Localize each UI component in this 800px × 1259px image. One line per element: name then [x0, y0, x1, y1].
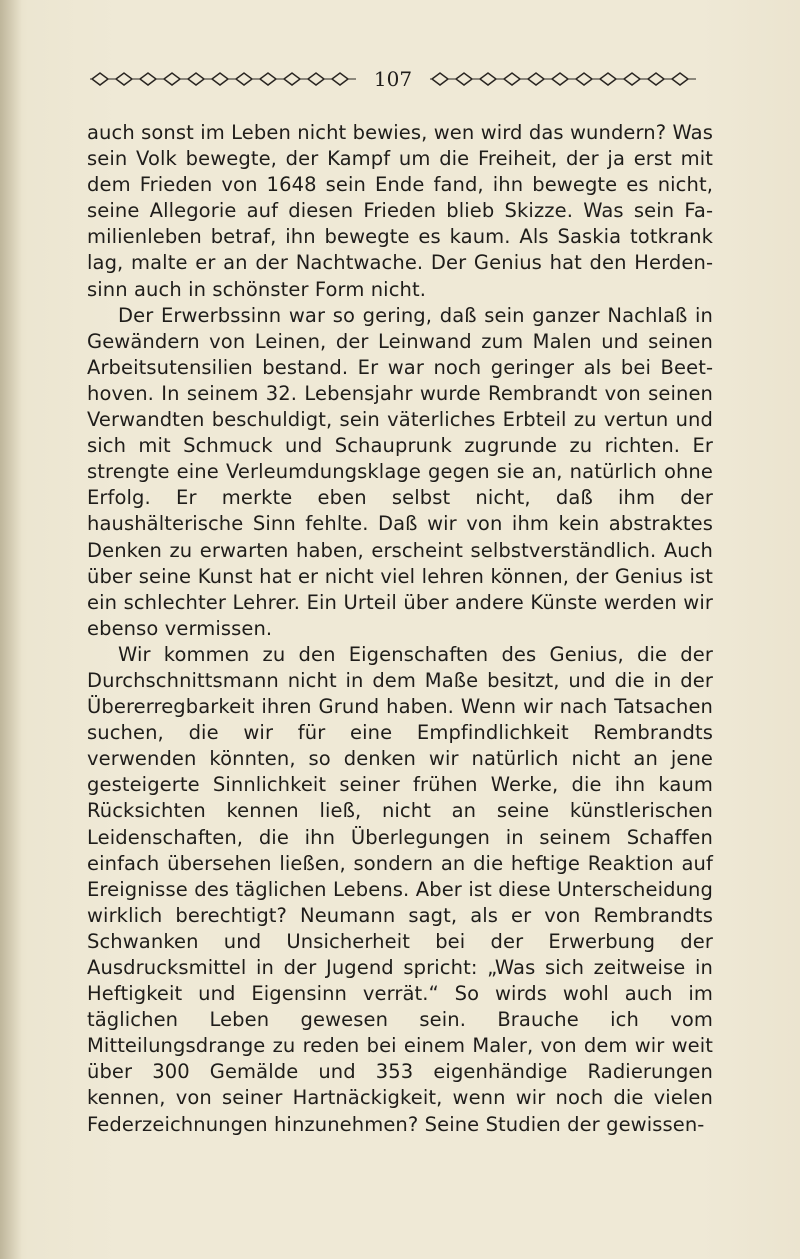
ornament-diamond [624, 73, 640, 85]
ornament-diamond [260, 73, 276, 85]
ornament-diamond [672, 73, 688, 85]
body-text [87, 120, 713, 1138]
page-number: 107 [373, 67, 413, 91]
paragraph-3: Wir kommen zu den Eigenschaften des Genius, die der Durchschnittsmann nicht in dem Maße besitzt, und die in der Übererregbarkeit ihren Grund haben. Wenn wir nach Tatsachen suchen, die wir für eine Empfindlichkeit Rembrandts verwenden könnten, so denken wir natürlich nicht an jene gesteigerte Sinnlichkeit seiner frühen Werke, die ihn kaum Rücksichten kennen ließ, nicht an seine künstlerischen Leidenschaften, die ihn Überlegungen in seinem Schaffen einfach übersehen ließen, sondern an die heftige Reaktion auf Ereignisse des täglichen Lebens. Aber ist diese Unterscheidung wirklich berechtigt? Neumann sagt, als er von Rembrandts Schwanken und Unsicherheit bei der Erwerbung der Ausdrucksmittel in der Jugend spricht: „Was sich zeitweise in Heftigkeit und Eigensinn verrät.“ So wirds wohl auch im täglichen Leben gewesen sein. Brauche ich vom Mitteilungsdrange zu reden bei einem Maler, von dem wir weit über 300 Gemälde und 353 eigenhändige Radierungen kennen, von seiner Hartnäckigkeit, wenn wir noch die vielen Federzeichnungen hinzunehmen? Seine Studien der gewissen- [87, 642, 713, 1136]
ornament-diamond [140, 73, 156, 85]
ornament-diamond [504, 73, 520, 85]
ornament-diamond [600, 73, 616, 85]
ornament-diamond [552, 73, 568, 85]
ornament-diamond [528, 73, 544, 85]
ornament-diamond [164, 73, 180, 85]
ornament-diamond [576, 73, 592, 85]
ornament-diamond [116, 73, 132, 85]
right-diamond-chain-ornament-icon [428, 72, 698, 86]
paragraph-1: auch sonst im Leben nicht bewies, wen wird das wundern? Was sein Volk bewegte, der Kampf um die Freiheit, der ja erst mit dem Frieden von 1648 sein Ende fand, ihn bewegte es nicht, seine Allegorie auf diesen Frieden blieb Skizze. Was sein Familienleben betraf, ihn bewegte es kaum. Als Saskia totkrank lag, malte er an der Nachtwache. Der Genius hat den Herdensinn auch in schönster Form nicht. [87, 121, 713, 301]
ornament-diamond [480, 73, 496, 85]
ornament-diamond [284, 73, 300, 85]
ornament-diamond [432, 73, 448, 85]
left-diamond-chain-ornament-icon [88, 72, 358, 86]
running-header [88, 66, 698, 92]
ornament-diamond [648, 73, 664, 85]
ornament-diamond [308, 73, 324, 85]
binding-gutter-shadow [0, 0, 22, 1259]
ornament-diamond [236, 73, 252, 85]
paragraph-2: Der Erwerbssinn war so gering, daß sein ganzer Nachlaß in Gewändern von Leinen, der Leinwand zum Malen und seinen Arbeitsutensilien bestand. Er war noch geringer als bei Beethoven. In seinem 32. Lebensjahr wurde Rembrandt von seinen Verwandten beschuldigt, sein väterliches Erbteil zu vertun und sich mit Schmuck und Schauprunk zugrunde zu richten. Er strengte eine Verleumdungsklage gegen sie an, natürlich ohne Erfolg. Er merkte eben selbst nicht, daß ihm der haushälterische Sinn fehlte. Daß wir von ihm kein abstraktes Denken zu erwarten haben, erscheint selbstverständlich. Auch über seine Kunst hat er nicht viel lehren können, der Genius ist ein schlechter Lehrer. Ein Urteil über andere Künste werden wir ebenso vermissen. [87, 303, 713, 640]
ornament-diamond [188, 73, 204, 85]
ornament-diamond [456, 73, 472, 85]
ornament-diamond [92, 73, 108, 85]
ornament-diamond [332, 73, 348, 85]
ornament-diamond [212, 73, 228, 85]
